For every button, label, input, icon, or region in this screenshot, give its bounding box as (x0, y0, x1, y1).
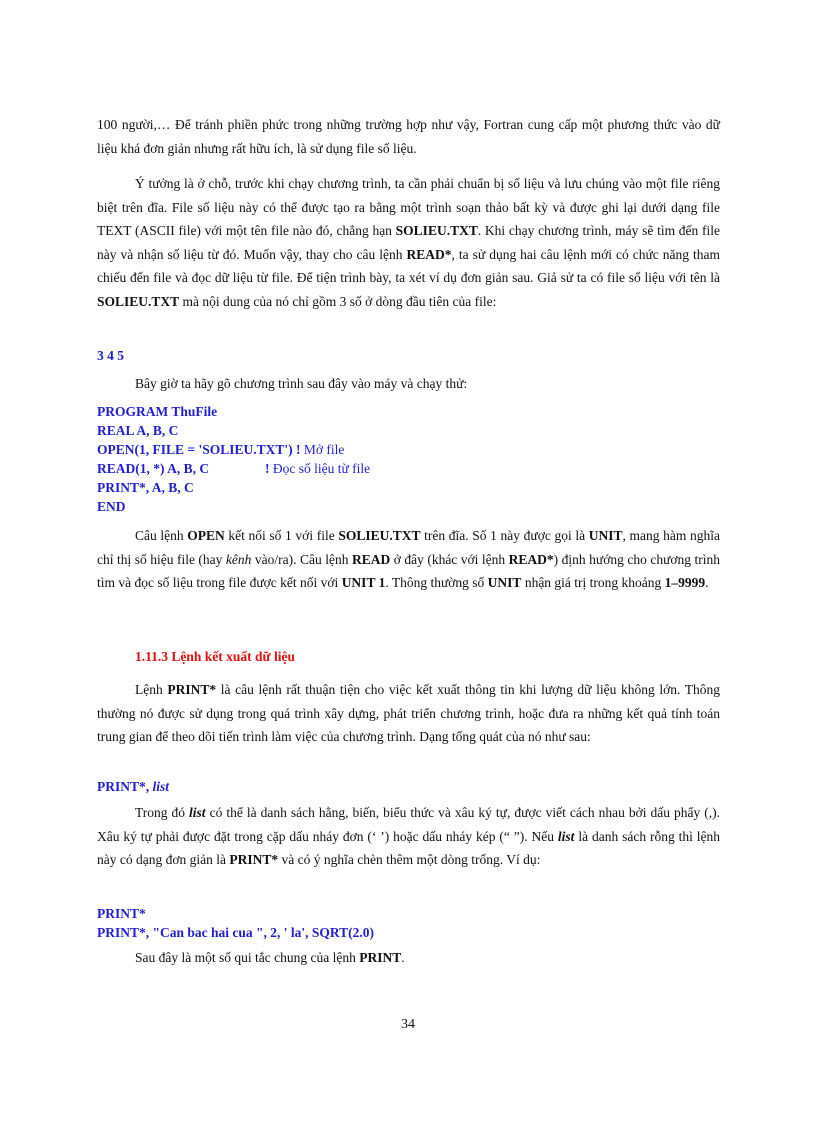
text-span: Ý tưởng là ở chỗ, trước khi chạy chương trình, ta cần phải chuẩn bị số liệu và lưu chúng vào một file riêng biệt trên đĩa. File số liệu này có thể được tạo ra bằng một trình soạn thảo bất kỳ và được ghi lại dưới dạng file TEXT (ASCII file) với một tên file nào đó, chẳng hạn (97, 176, 720, 238)
code-arg: list (152, 779, 170, 794)
text-span: là câu lệnh rất thuận tiện cho việc kết xuất thông tin khi lượng dữ liệu không lớn. Thông thường nó được sử dụng trong quá trình xây dựng, phát triển chương trình, hoặc đưa ra những kết quả tính toán trung gian để theo dõi tiến trình làm việc của chương trình. Dạng tổng quát của nó như sau: (97, 682, 720, 744)
text-span: ở đây (khác với lệnh (390, 551, 509, 567)
paragraph-idea (97, 172, 720, 313)
code-line: PRINT*, "Can bac hai cua ", 2, ' la', SQRT(2.0) (97, 925, 375, 940)
keyword-bold: UNIT 1 (341, 575, 386, 590)
paragraph-list-explain (97, 801, 720, 872)
code-text: ! (265, 461, 270, 476)
code-line: PRINT* (97, 906, 146, 921)
paragraph-try-program (97, 372, 720, 396)
code-comment: Đọc số liệu từ file (269, 461, 371, 476)
text-span: và có ý nghĩa chèn thêm một dòng trống. Ví dụ: (278, 852, 541, 867)
filename-bold: SOLIEU.TXT (97, 293, 180, 309)
italic-term: list (557, 828, 575, 844)
text-span: nhận giá trị trong khoảng (521, 575, 665, 590)
keyword-bold: UNIT (588, 528, 623, 543)
paragraph-print-intro (97, 678, 720, 749)
text-span: . Thông thường số (385, 575, 488, 590)
page-number: 34 (401, 1017, 415, 1032)
text-span: . (705, 575, 709, 590)
text-span: 100 người,… Để tránh phiền phức trong những trường hợp như vậy, Fortran cung cấp một phương thức vào dữ liệu khá đơn giản nhưng rất hữu ích, là sử dụng file số liệu. (97, 117, 720, 156)
code-line: REAL A, B, C (97, 423, 179, 438)
text-span: kết nối số 1 với file (224, 528, 339, 543)
text-span: Bây giờ ta hãy gõ chương trình sau đây vào máy và chạy thử: (135, 376, 468, 391)
print-syntax (97, 777, 169, 796)
keyword-bold: 1–9999 (664, 575, 706, 590)
keyword-bold: READ (351, 551, 391, 567)
code-text: PRINT*, (97, 779, 153, 794)
code-line: PRINT*, A, B, C (97, 480, 194, 495)
text-span: . Khi chạy chương trình, máy sẽ tìm đến file này và nhận số liệu từ đó. Muốn vậy, thay cho câu lệnh (97, 223, 720, 262)
text-span: Sau đây là một số qui tắc chung của lệnh (135, 950, 360, 965)
keyword-bold: UNIT (487, 575, 522, 590)
code-comment: Mở file (300, 442, 345, 457)
text-span: , mang hàm nghĩa chỉ thị số hiệu file (hay (97, 528, 720, 567)
paragraph-intro (97, 113, 720, 160)
code-line: PROGRAM ThuFile (97, 404, 218, 419)
code-line (97, 459, 370, 478)
code-line: END (97, 499, 126, 514)
text-span: vào/ra). Câu lệnh (251, 551, 352, 567)
italic-term: list (189, 805, 206, 820)
code-line (97, 440, 370, 459)
text-span: Trong đó (135, 805, 190, 820)
text-span: . (401, 950, 405, 965)
filename-bold: SOLIEU.TXT (338, 528, 421, 543)
keyword-bold: OPEN (187, 528, 225, 543)
paragraph-open-explain (97, 524, 720, 595)
keyword-bold: READ* (406, 246, 452, 262)
filename-bold: SOLIEU.TXT (395, 223, 478, 238)
keyword-bold: PRINT* (229, 852, 279, 867)
text-span: , ta sử dụng hai câu lệnh mới có chức năng tham chiếu đến file và đọc dữ liệu từ file. Để tiện trình bày, ta xét ví dụ đơn giản sau. Giả sử ta có file số liệu với tên là (97, 246, 721, 285)
keyword-bold: READ* (508, 551, 554, 567)
code-text: READ(1, *) A, B, C (97, 461, 210, 476)
text-span: mà nội dung của nó chỉ gồm 3 số ở dòng đầu tiên của file: (179, 293, 497, 309)
keyword-bold: PRINT* (167, 682, 217, 697)
data-file-content: 3 4 5 (97, 348, 124, 363)
program-listing (97, 402, 370, 516)
text-span: ) định hướng cho chương trình tìm và đọc số liệu trong file được kết nối với (97, 551, 721, 590)
print-example (97, 904, 374, 942)
code-text: OPEN(1, FILE = 'SOLIEU.TXT') ! (97, 442, 301, 457)
text-span: Lệnh (135, 682, 168, 697)
text-span: có thể là danh sách hằng, biến, biểu thức và xâu ký tự, được viết cách nhau bởi dấu phẩy (,). Xâu ký tự phải được đặt trong cặp dấu nháy đơn (‘ ’) hoặc dấu nháy kép (“ ”). Nếu (97, 805, 720, 844)
text-span: trên đĩa. Số 1 này được gọi là (420, 528, 589, 543)
text-span: Câu lệnh (135, 528, 188, 543)
keyword-bold: PRINT (359, 950, 402, 965)
text-span: là danh sách rỗng thì lệnh này có dạng đơn giản là (97, 828, 720, 867)
section-heading: 1.11.3 Lệnh kết xuất dữ liệu (135, 649, 296, 664)
italic-term: kênh (225, 551, 252, 567)
paragraph-rules-intro (97, 946, 720, 970)
